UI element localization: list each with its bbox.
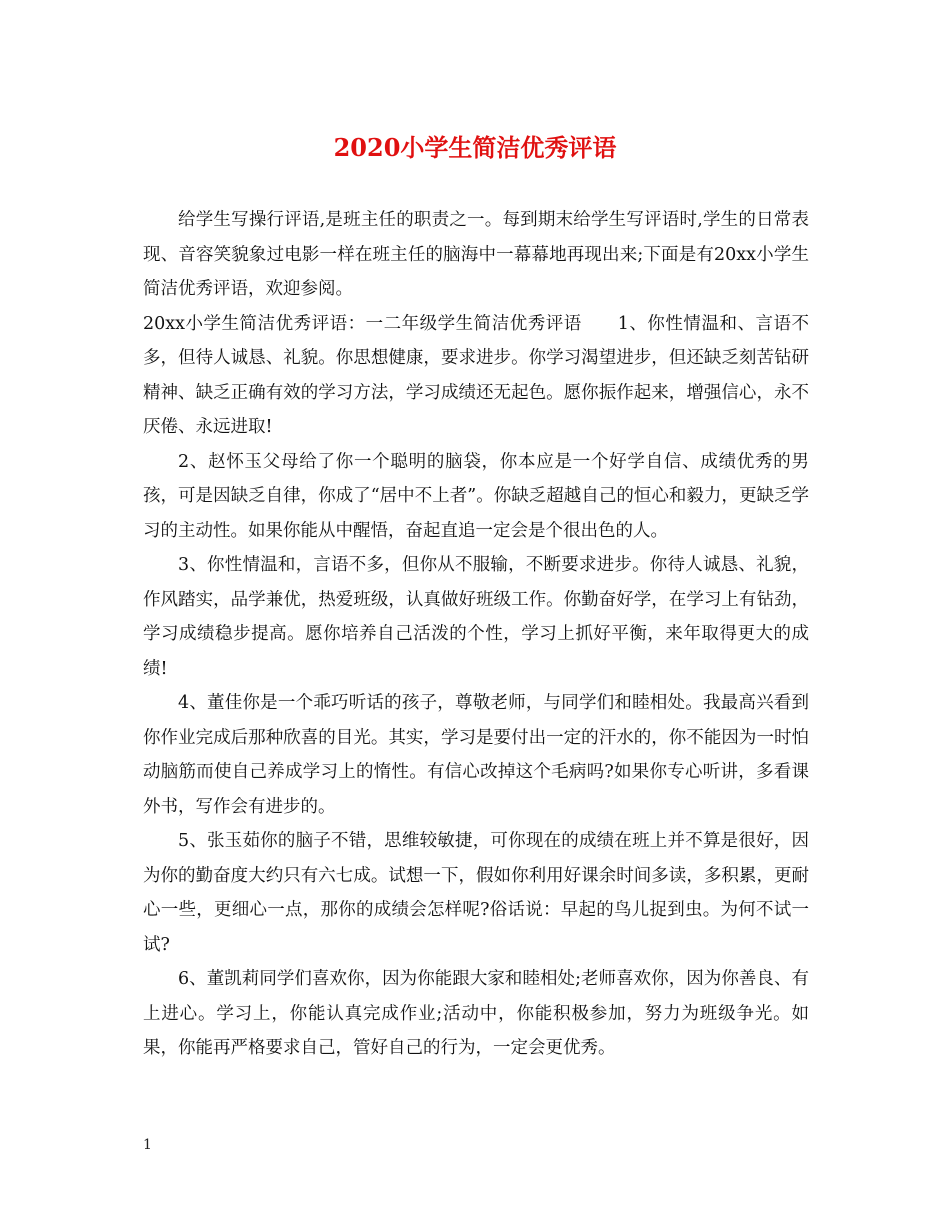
paragraph-comment-5: 5、张玉茹你的脑子不错，思维较敏捷，可你现在的成绩在班上并不算是很好，因为你的勤奋度大约只有六七成。试想一下，假如你利用好课余时间多读，多积累，更耐心一些，更细心一点，那你的成绩会怎样呢?俗话说：早起的鸟儿捉到虫。为何不试一试? [143, 831, 809, 955]
page-number: 1 [143, 1137, 152, 1153]
paragraph-comment-3: 3、你性情温和，言语不多，但你从不服输，不断要求进步。你待人诚恳、礼貌，作风踏实，品学兼优，热爱班级，认真做好班级工作。你勤奋好学，在学习上有钻劲，学习成绩稳步提高。愿你培养自己活泼的个性，学习上抓好平衡，来年取得更大的成绩! [143, 555, 809, 679]
paragraph-comment-6: 6、董凯莉同学们喜欢你，因为你能跟大家和睦相处;老师喜欢你，因为你善良、有上进心。学习上，你能认真完成作业;活动中，你能积极参加，努力为班级争光。如果，你能再严格要求自己，管好自己的行为，一定会更优秀。 [143, 969, 809, 1058]
document-body [143, 203, 809, 1066]
paragraph-comment-4: 4、董佳你是一个乖巧听话的孩子，尊敬老师，与同学们和睦相处。我最高兴看到你作业完成后那种欣喜的目光。其实，学习是要付出一定的汗水的，你不能因为一时怕动脑筋而使自己养成学习上的惰性。有信心改掉这个毛病吗?如果你专心听讲，多看课外书，写作会有进步的。 [143, 693, 809, 817]
paragraph-comment-1: 20xx小学生简洁优秀评语：一二年级学生简洁优秀评语 1、你性情温和、言语不多，但待人诚恳、礼貌。你思想健康，要求进步。你学习渴望进步，但还缺乏刻苦钻研精神、缺乏正确有效的学习方法，学习成绩还无起色。愿你振作起来，增强信心，永不厌倦、永远进取! [143, 313, 809, 437]
paragraph-intro: 给学生写操行评语,是班主任的职责之一。每到期末给学生写评语时,学生的日常表现、音容笑貌象过电影一样在班主任的脑海中一幕幕地再现出来;下面是有20xx小学生简洁优秀评语，欢迎参阅。 [143, 210, 809, 299]
document-title: 2020小学生简洁优秀评语 [333, 133, 617, 162]
paragraph-comment-2: 2、赵怀玉父母给了你一个聪明的脑袋，你本应是一个好学自信、成绩优秀的男孩，可是因缺乏自律，你成了“居中不上者”。你缺乏超越自己的恒心和毅力，更缺乏学习的主动性。如果你能从中醒悟，奋起直追一定会是个很出色的人。 [143, 451, 809, 541]
